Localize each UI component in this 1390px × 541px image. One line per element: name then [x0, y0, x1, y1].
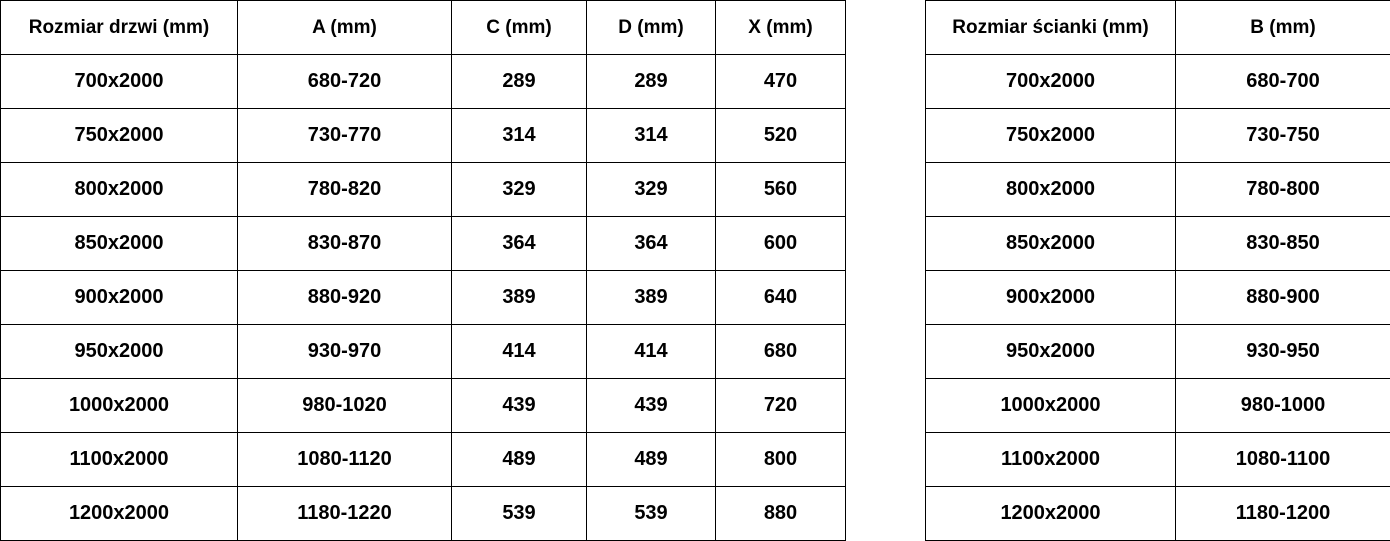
cell-d: 489: [587, 433, 716, 487]
cell-wall-size: 800x2000: [926, 163, 1176, 217]
cell-c: 329: [452, 163, 587, 217]
column-header-b: B (mm): [1176, 1, 1390, 55]
table-row: [926, 271, 1390, 325]
table-row: [1, 163, 846, 217]
cell-a: 1180-1220: [238, 487, 452, 541]
cell-b: 680-700: [1176, 55, 1390, 109]
table-row: [1, 325, 846, 379]
cell-c: 539: [452, 487, 587, 541]
table-row: [926, 325, 1390, 379]
table-row: [1, 55, 846, 109]
cell-a: 730-770: [238, 109, 452, 163]
cell-door-size: 750x2000: [1, 109, 238, 163]
cell-a: 880-920: [238, 271, 452, 325]
table-row: [926, 55, 1390, 109]
cell-x: 470: [716, 55, 846, 109]
table-row: [1, 487, 846, 541]
cell-wall-size: 750x2000: [926, 109, 1176, 163]
cell-x: 680: [716, 325, 846, 379]
cell-d: 364: [587, 217, 716, 271]
cell-wall-size: 1000x2000: [926, 379, 1176, 433]
cell-a: 680-720: [238, 55, 452, 109]
cell-a: 980-1020: [238, 379, 452, 433]
cell-door-size: 800x2000: [1, 163, 238, 217]
cell-door-size: 850x2000: [1, 217, 238, 271]
cell-c: 389: [452, 271, 587, 325]
table-row: [1, 379, 846, 433]
cell-door-size: 1000x2000: [1, 379, 238, 433]
cell-b: 1180-1200: [1176, 487, 1390, 541]
cell-x: 560: [716, 163, 846, 217]
cell-c: 414: [452, 325, 587, 379]
cell-x: 640: [716, 271, 846, 325]
cell-door-size: 950x2000: [1, 325, 238, 379]
cell-wall-size: 850x2000: [926, 217, 1176, 271]
cell-door-size: 1100x2000: [1, 433, 238, 487]
cell-wall-size: 950x2000: [926, 325, 1176, 379]
cell-b: 930-950: [1176, 325, 1390, 379]
cell-c: 314: [452, 109, 587, 163]
wall-size-table-wrapper: [925, 0, 1390, 541]
cell-a: 830-870: [238, 217, 452, 271]
table-row: [1, 433, 846, 487]
table-row: [1, 217, 846, 271]
cell-d: 314: [587, 109, 716, 163]
cell-x: 520: [716, 109, 846, 163]
table-header-row: [926, 1, 1390, 55]
cell-d: 414: [587, 325, 716, 379]
cell-a: 930-970: [238, 325, 452, 379]
cell-b: 1080-1100: [1176, 433, 1390, 487]
cell-d: 439: [587, 379, 716, 433]
cell-x: 800: [716, 433, 846, 487]
table-header-row: [1, 1, 846, 55]
cell-d: 389: [587, 271, 716, 325]
cell-a: 1080-1120: [238, 433, 452, 487]
cell-x: 880: [716, 487, 846, 541]
cell-c: 289: [452, 55, 587, 109]
cell-wall-size: 1200x2000: [926, 487, 1176, 541]
cell-a: 780-820: [238, 163, 452, 217]
cell-b: 830-850: [1176, 217, 1390, 271]
cell-c: 489: [452, 433, 587, 487]
table-row: [926, 217, 1390, 271]
cell-wall-size: 900x2000: [926, 271, 1176, 325]
cell-d: 539: [587, 487, 716, 541]
column-header-a: A (mm): [238, 1, 452, 55]
column-header-c: C (mm): [452, 1, 587, 55]
cell-c: 364: [452, 217, 587, 271]
cell-door-size: 1200x2000: [1, 487, 238, 541]
cell-b: 980-1000: [1176, 379, 1390, 433]
cell-x: 720: [716, 379, 846, 433]
table-row: [926, 163, 1390, 217]
cell-d: 329: [587, 163, 716, 217]
cell-b: 730-750: [1176, 109, 1390, 163]
cell-door-size: 900x2000: [1, 271, 238, 325]
table-row: [926, 379, 1390, 433]
table-row: [1, 109, 846, 163]
cell-wall-size: 1100x2000: [926, 433, 1176, 487]
table-row: [926, 487, 1390, 541]
column-header-x: X (mm): [716, 1, 846, 55]
column-header-door-size: Rozmiar drzwi (mm): [1, 1, 238, 55]
cell-c: 439: [452, 379, 587, 433]
cell-b: 780-800: [1176, 163, 1390, 217]
cell-x: 600: [716, 217, 846, 271]
column-header-d: D (mm): [587, 1, 716, 55]
table-row: [926, 109, 1390, 163]
cell-d: 289: [587, 55, 716, 109]
table-row: [926, 433, 1390, 487]
table-row: [1, 271, 846, 325]
cell-b: 880-900: [1176, 271, 1390, 325]
wall-size-table: [925, 0, 1390, 541]
cell-door-size: 700x2000: [1, 55, 238, 109]
column-header-wall-size: Rozmiar ścianki (mm): [926, 1, 1176, 55]
cell-wall-size: 700x2000: [926, 55, 1176, 109]
